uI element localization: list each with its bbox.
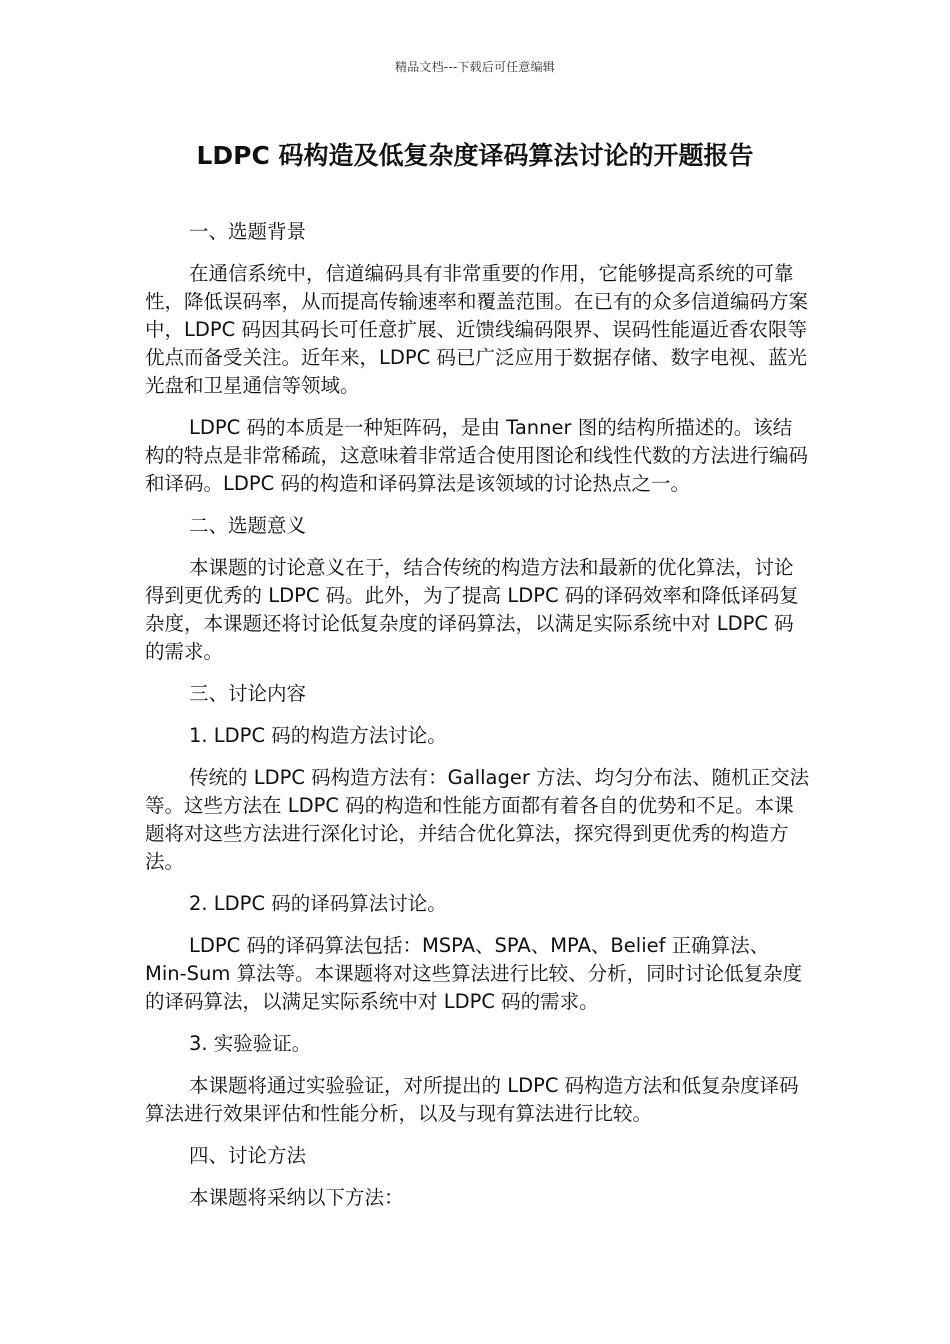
section-heading-background: 一、选题背景 — [189, 220, 307, 243]
section-heading-methods: 四、讨论方法 — [189, 1144, 307, 1167]
paragraph-background-2: LDPC 码的本质是一种矩阵码，是由 Tanner 图的结构所描述的。该结构的特点是非常稀疏，这意味着非常适合使用图论和线性代数的方法进行编码和译码。LDPC 码的构造和译码算法是该领域的讨论热点之一。 — [145, 416, 809, 495]
paragraph-significance: 本课题的讨论意义在于，结合传统的构造方法和最新的优化算法，讨论得到更优秀的 LDPC 码。此外，为了提高 LDPC 码的译码效率和降低译码复杂度，本课题还将讨论低复杂度的译码算法，以满足实际系统中对 LDPC 码的需求。 — [145, 556, 799, 663]
document-title: LDPC 码构造及低复杂度译码算法讨论的开题报告 — [196, 141, 754, 170]
paragraph-methods: 本课题将采纳以下方法： — [189, 1186, 404, 1209]
section-heading-significance: 二、选题意义 — [189, 514, 307, 537]
content-item-2-heading: 2. LDPC 码的译码算法讨论。 — [189, 892, 447, 915]
content-item-2-paragraph: LDPC 码的译码算法包括：MSPA、SPA、MPA、Belief 正确算法、Min-Sum 算法等。本课题将对这些算法进行比较、分析，同时讨论低复杂度的译码算法，以满足实际系统中对 LDPC 码的需求。 — [145, 934, 803, 1013]
content-item-3-heading: 3. 实验验证。 — [189, 1032, 312, 1055]
paragraph-background-1: 在通信系统中，信道编码具有非常重要的作用，它能够提高系统的可靠性，降低误码率，从而提高传输速率和覆盖范围。在已有的众多信道编码方案中，LDPC 码因其码长可任意扩展、近馈线编码限界、误码性能逼近香农限等优点而备受关注。近年来，LDPC 码已广泛应用于数据存储、数字电视、蓝光光盘和卫星通信等领域。 — [145, 262, 809, 397]
header-note: 精品文档---下载后可任意编辑 — [395, 60, 555, 74]
content-item-1-heading: 1. LDPC 码的构造方法讨论。 — [189, 724, 447, 747]
content-item-1-paragraph: 传统的 LDPC 码构造方法有：Gallager 方法、均匀分布法、随机正交法等。这些方法在 LDPC 码的构造和性能方面都有着各自的优势和不足。本课题将对这些方法进行深化讨论，并结合优化算法，探究得到更优秀的构造方法。 — [145, 766, 810, 873]
section-heading-content: 三、讨论内容 — [189, 682, 307, 705]
content-item-3-paragraph: 本课题将通过实验验证，对所提出的 LDPC 码构造方法和低复杂度译码算法进行效果评估和性能分析，以及与现有算法进行比较。 — [145, 1074, 799, 1125]
document-body — [145, 218, 810, 1226]
